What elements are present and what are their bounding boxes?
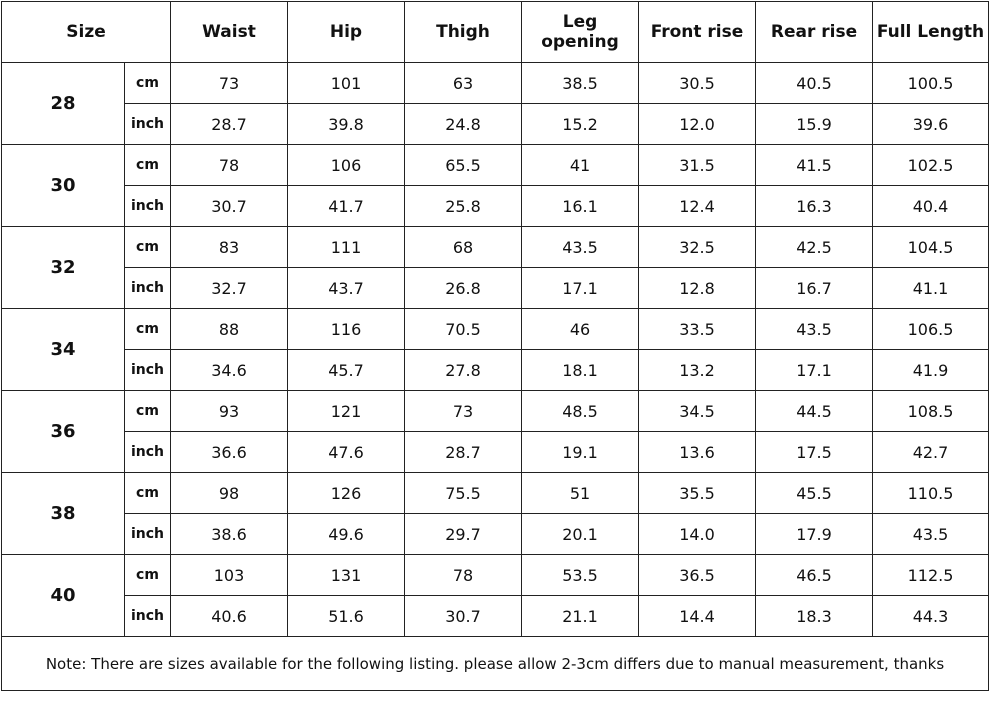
measurement-cell: 44.3 — [873, 596, 989, 637]
measurement-cell: 98 — [171, 473, 288, 514]
measurement-cell: 131 — [288, 555, 405, 596]
header-hip: Hip — [288, 2, 405, 63]
measurement-cell: 16.3 — [756, 186, 873, 227]
measurement-cell: 93 — [171, 391, 288, 432]
header-row — [2, 2, 989, 63]
unit-label: inch — [125, 350, 171, 391]
measurement-cell: 30.7 — [171, 186, 288, 227]
measurement-cell: 18.3 — [756, 596, 873, 637]
measurement-cell: 108.5 — [873, 391, 989, 432]
size-row-cm — [2, 145, 989, 186]
unit-label: inch — [125, 104, 171, 145]
measurement-cell: 39.8 — [288, 104, 405, 145]
measurement-cell: 63 — [405, 63, 522, 104]
measurement-cell: 12.4 — [639, 186, 756, 227]
header-thigh: Thigh — [405, 2, 522, 63]
measurement-cell: 48.5 — [522, 391, 639, 432]
measurement-cell: 112.5 — [873, 555, 989, 596]
measurement-cell: 102.5 — [873, 145, 989, 186]
measurement-cell: 73 — [171, 63, 288, 104]
measurement-cell: 101 — [288, 63, 405, 104]
size-row-cm — [2, 227, 989, 268]
size-row-inch — [2, 350, 989, 391]
measurement-cell: 43.5 — [522, 227, 639, 268]
measurement-cell: 12.8 — [639, 268, 756, 309]
measurement-cell: 17.9 — [756, 514, 873, 555]
measurement-cell: 26.8 — [405, 268, 522, 309]
measurement-cell: 30.7 — [405, 596, 522, 637]
unit-label: cm — [125, 473, 171, 514]
unit-label: cm — [125, 63, 171, 104]
measurement-cell: 70.5 — [405, 309, 522, 350]
measurement-cell: 34.6 — [171, 350, 288, 391]
measurement-cell: 32.7 — [171, 268, 288, 309]
measurement-cell: 17.5 — [756, 432, 873, 473]
size-row-inch — [2, 432, 989, 473]
header-front-rise: Front rise — [639, 2, 756, 63]
size-row-inch — [2, 596, 989, 637]
measurement-cell: 88 — [171, 309, 288, 350]
measurement-cell: 16.1 — [522, 186, 639, 227]
size-row-cm — [2, 555, 989, 596]
measurement-cell: 78 — [171, 145, 288, 186]
measurement-cell: 40.5 — [756, 63, 873, 104]
measurement-cell: 116 — [288, 309, 405, 350]
measurement-cell: 100.5 — [873, 63, 989, 104]
measurement-cell: 35.5 — [639, 473, 756, 514]
measurement-cell: 103 — [171, 555, 288, 596]
measurement-cell: 46.5 — [756, 555, 873, 596]
measurement-cell: 17.1 — [522, 268, 639, 309]
measurement-cell: 41 — [522, 145, 639, 186]
measurement-cell: 38.6 — [171, 514, 288, 555]
measurement-cell: 34.5 — [639, 391, 756, 432]
measurement-cell: 42.5 — [756, 227, 873, 268]
size-label: 28 — [2, 63, 125, 145]
measurement-cell: 65.5 — [405, 145, 522, 186]
size-label: 36 — [2, 391, 125, 473]
measurement-cell: 41.1 — [873, 268, 989, 309]
measurement-cell: 29.7 — [405, 514, 522, 555]
measurement-cell: 111 — [288, 227, 405, 268]
unit-label: inch — [125, 596, 171, 637]
size-row-inch — [2, 268, 989, 309]
unit-label: inch — [125, 514, 171, 555]
measurement-cell: 21.1 — [522, 596, 639, 637]
size-label: 40 — [2, 555, 125, 637]
header-size: Size — [2, 2, 171, 63]
measurement-cell: 31.5 — [639, 145, 756, 186]
measurement-cell: 73 — [405, 391, 522, 432]
measurement-cell: 17.1 — [756, 350, 873, 391]
unit-label: cm — [125, 309, 171, 350]
size-label: 32 — [2, 227, 125, 309]
size-row-cm — [2, 63, 989, 104]
measurement-cell: 38.5 — [522, 63, 639, 104]
size-label: 38 — [2, 473, 125, 555]
measurement-cell: 104.5 — [873, 227, 989, 268]
measurement-cell: 43.5 — [756, 309, 873, 350]
measurement-cell: 20.1 — [522, 514, 639, 555]
measurement-cell: 28.7 — [405, 432, 522, 473]
size-row-inch — [2, 186, 989, 227]
note-text: Note: There are sizes available for the following listing. please allow 2-3cm differs due to manual measurement, thanks — [2, 637, 989, 691]
measurement-cell: 68 — [405, 227, 522, 268]
measurement-cell: 43.5 — [873, 514, 989, 555]
measurement-cell: 121 — [288, 391, 405, 432]
size-chart-table — [1, 1, 989, 691]
unit-label: cm — [125, 391, 171, 432]
measurement-cell: 43.7 — [288, 268, 405, 309]
measurement-cell: 41.5 — [756, 145, 873, 186]
measurement-cell: 25.8 — [405, 186, 522, 227]
header-leg-opening: Leg opening — [522, 2, 639, 63]
size-row-cm — [2, 309, 989, 350]
measurement-cell: 47.6 — [288, 432, 405, 473]
measurement-cell: 40.4 — [873, 186, 989, 227]
measurement-cell: 14.0 — [639, 514, 756, 555]
measurement-cell: 16.7 — [756, 268, 873, 309]
size-label: 30 — [2, 145, 125, 227]
measurement-cell: 30.5 — [639, 63, 756, 104]
size-row-cm — [2, 391, 989, 432]
measurement-cell: 41.7 — [288, 186, 405, 227]
measurement-cell: 36.6 — [171, 432, 288, 473]
unit-label: cm — [125, 555, 171, 596]
measurement-cell: 45.7 — [288, 350, 405, 391]
measurement-cell: 42.7 — [873, 432, 989, 473]
measurement-cell: 106.5 — [873, 309, 989, 350]
measurement-cell: 12.0 — [639, 104, 756, 145]
measurement-cell: 36.5 — [639, 555, 756, 596]
measurement-cell: 28.7 — [171, 104, 288, 145]
unit-label: cm — [125, 145, 171, 186]
size-row-inch — [2, 104, 989, 145]
measurement-cell: 53.5 — [522, 555, 639, 596]
measurement-cell: 75.5 — [405, 473, 522, 514]
measurement-cell: 18.1 — [522, 350, 639, 391]
unit-label: inch — [125, 432, 171, 473]
measurement-cell: 126 — [288, 473, 405, 514]
measurement-cell: 46 — [522, 309, 639, 350]
measurement-cell: 83 — [171, 227, 288, 268]
measurement-cell: 51.6 — [288, 596, 405, 637]
measurement-cell: 33.5 — [639, 309, 756, 350]
note-row — [2, 637, 989, 691]
measurement-cell: 15.2 — [522, 104, 639, 145]
header-rear-rise: Rear rise — [756, 2, 873, 63]
measurement-cell: 15.9 — [756, 104, 873, 145]
measurement-cell: 41.9 — [873, 350, 989, 391]
measurement-cell: 106 — [288, 145, 405, 186]
measurement-cell: 32.5 — [639, 227, 756, 268]
unit-label: inch — [125, 268, 171, 309]
measurement-cell: 40.6 — [171, 596, 288, 637]
measurement-cell: 49.6 — [288, 514, 405, 555]
header-waist: Waist — [171, 2, 288, 63]
measurement-cell: 14.4 — [639, 596, 756, 637]
measurement-cell: 24.8 — [405, 104, 522, 145]
size-row-cm — [2, 473, 989, 514]
measurement-cell: 45.5 — [756, 473, 873, 514]
size-label: 34 — [2, 309, 125, 391]
size-row-inch — [2, 514, 989, 555]
measurement-cell: 51 — [522, 473, 639, 514]
measurement-cell: 110.5 — [873, 473, 989, 514]
measurement-cell: 39.6 — [873, 104, 989, 145]
measurement-cell: 13.2 — [639, 350, 756, 391]
measurement-cell: 44.5 — [756, 391, 873, 432]
measurement-cell: 78 — [405, 555, 522, 596]
measurement-cell: 13.6 — [639, 432, 756, 473]
measurement-cell: 19.1 — [522, 432, 639, 473]
unit-label: cm — [125, 227, 171, 268]
unit-label: inch — [125, 186, 171, 227]
measurement-cell: 27.8 — [405, 350, 522, 391]
header-full-length: Full Length — [873, 2, 989, 63]
